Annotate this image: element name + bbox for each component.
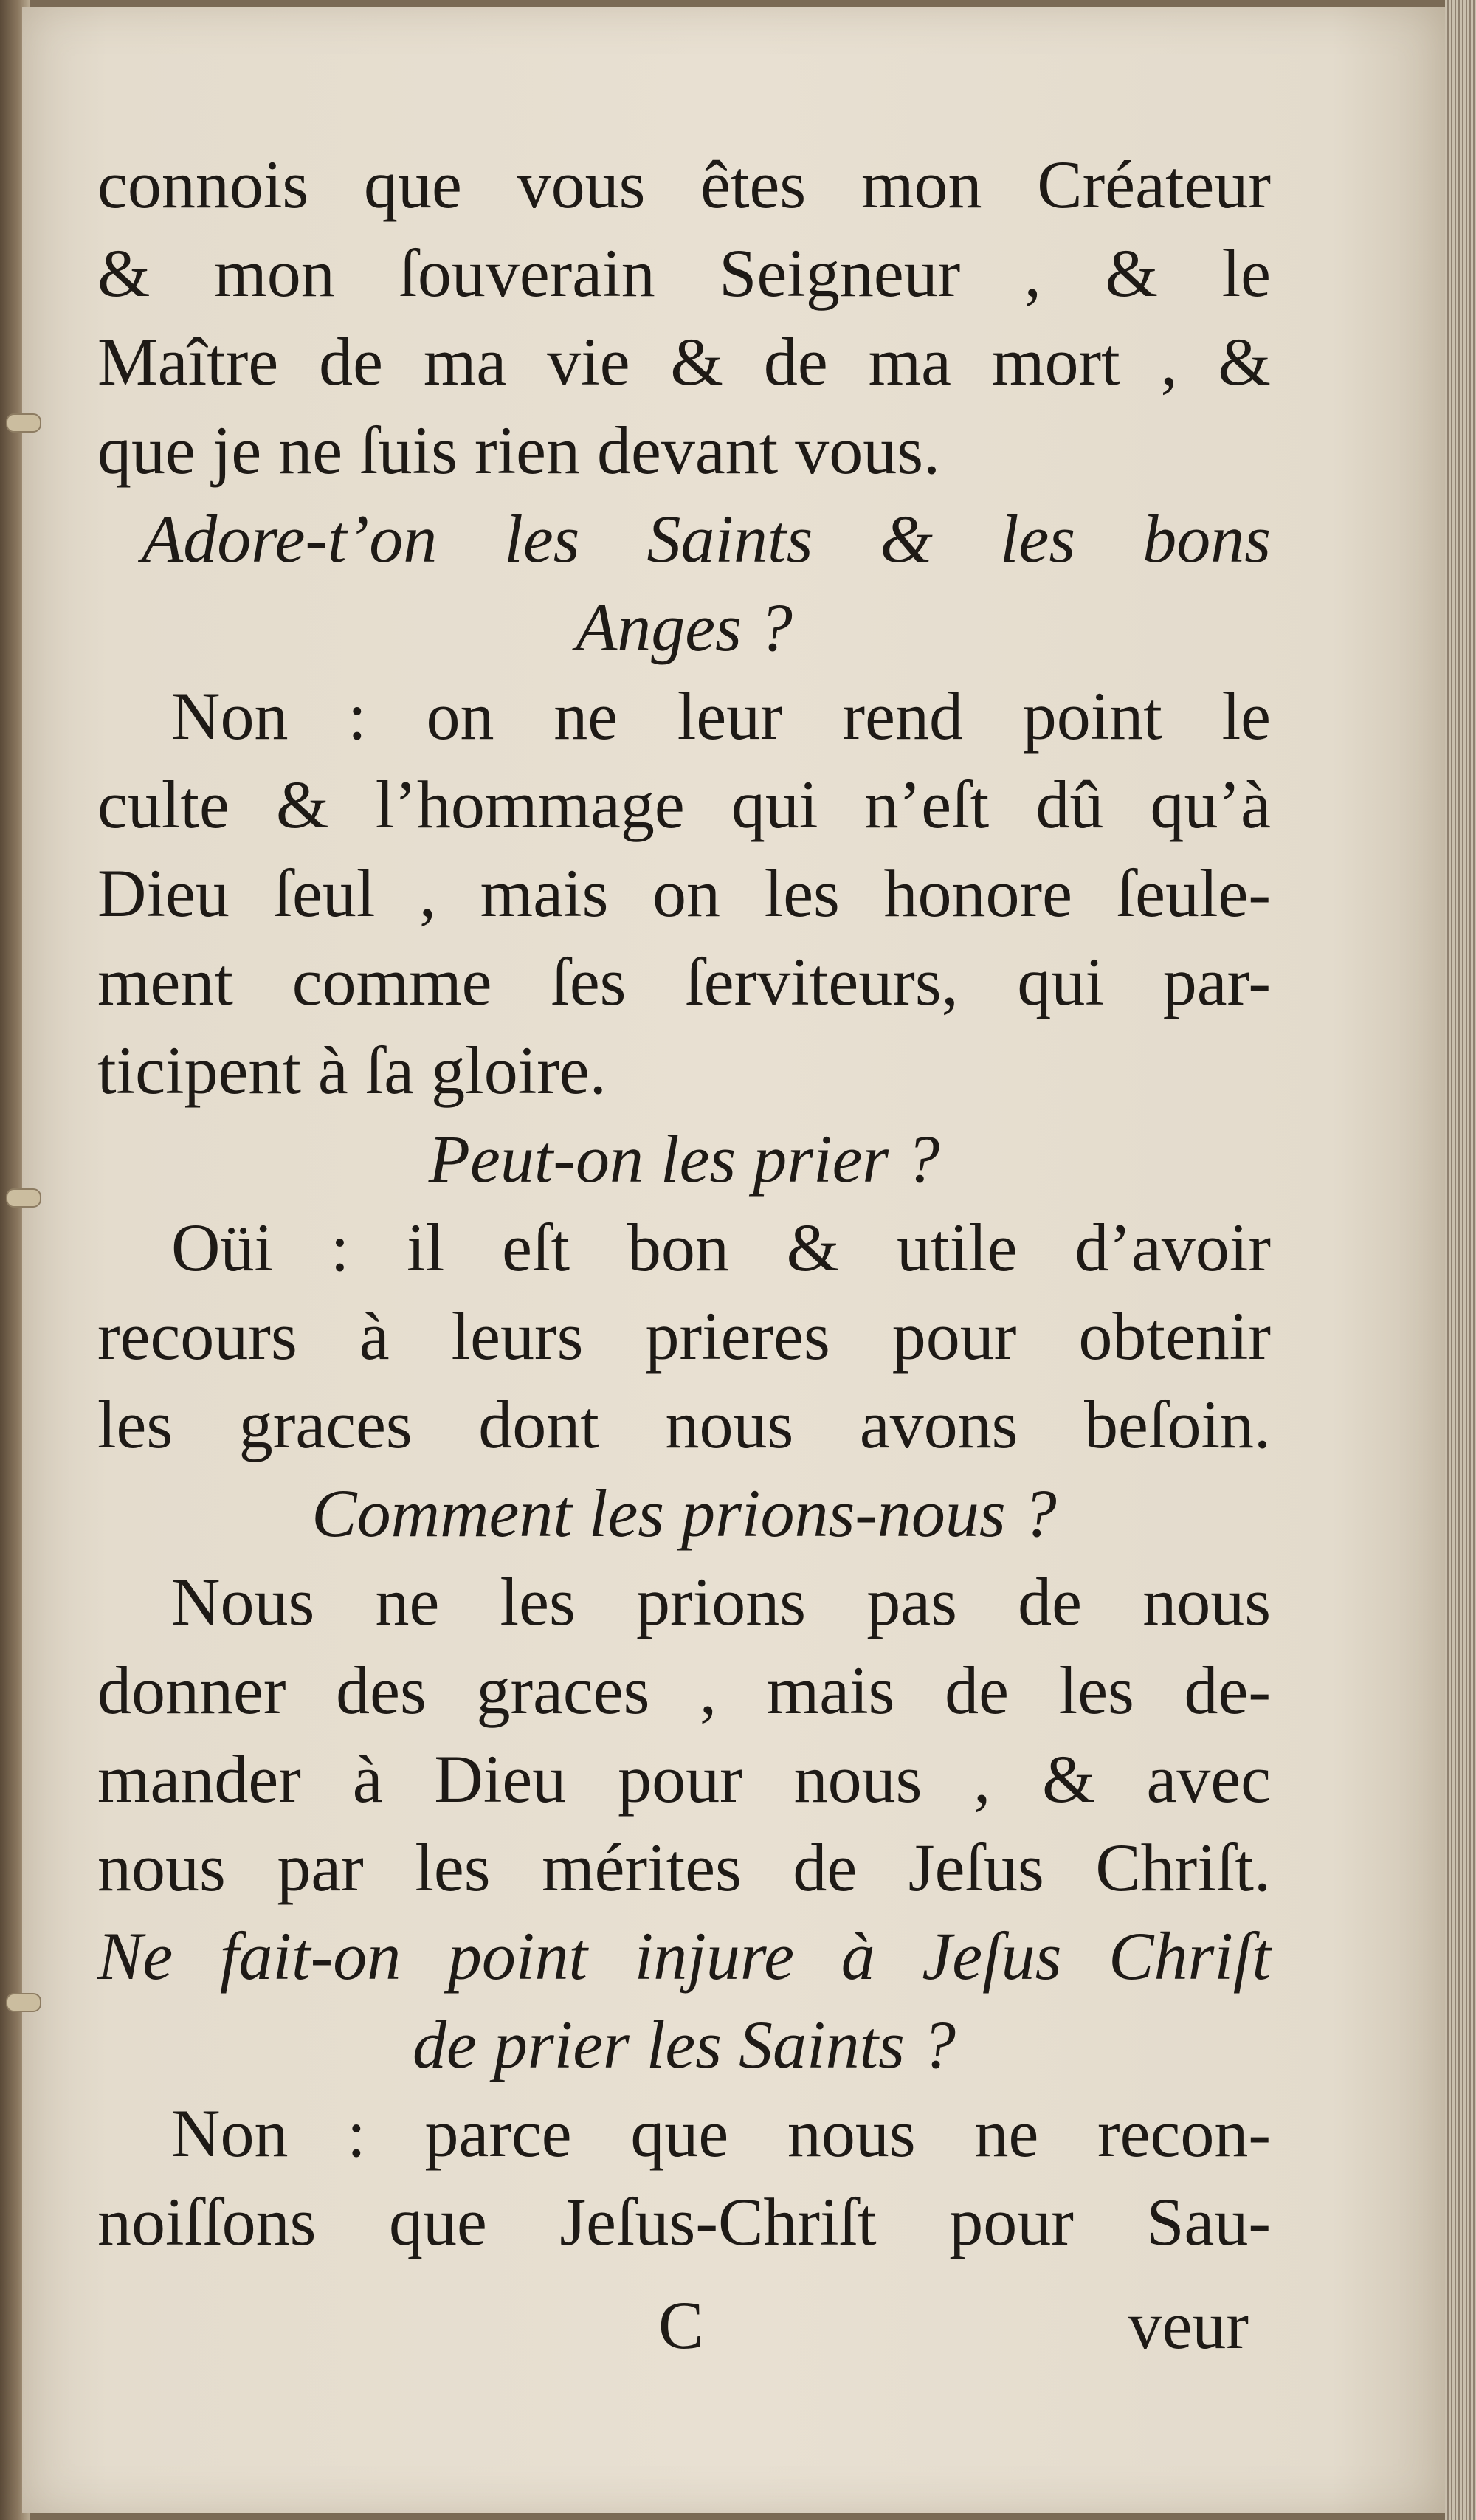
question-line: Peut-on les prier ? bbox=[428, 1121, 940, 1197]
binding-stitch bbox=[6, 1188, 41, 1208]
question-line: Anges ? bbox=[576, 590, 793, 665]
question-line: Comment les prions-nous ? bbox=[311, 1476, 1057, 1551]
text-line: donner des graces , mais de les de- bbox=[97, 1653, 1271, 1728]
text-line: Dieu ſeul , mais on les honore ſeule- bbox=[97, 856, 1271, 931]
text-line: Maître de ma vie & de ma mort , & bbox=[97, 324, 1271, 399]
question-line: Adore-t’on les Saints & les bons bbox=[142, 501, 1271, 576]
text-line: culte & l’hommage qui n’eſt dû qu’à bbox=[97, 767, 1271, 842]
text-line: noiſſons que Jeſus-Chriſt pour Sau- bbox=[97, 2184, 1271, 2259]
question-line: de prier les Saints ? bbox=[413, 2007, 956, 2082]
text-line: recours à leurs prieres pour obtenir bbox=[97, 1298, 1271, 1374]
text-line: ticipent à ſa gloire. bbox=[97, 1033, 607, 1108]
page-text bbox=[97, 140, 1271, 2266]
text-line: & mon ſouverain Seigneur , & le bbox=[97, 235, 1271, 311]
binding-stitch bbox=[6, 1993, 41, 2012]
text-line: Non : on ne leur rend point le bbox=[171, 678, 1271, 754]
question-line: Ne fait-on point injure à Jeſus Chriſt bbox=[97, 1918, 1271, 1994]
page-footer bbox=[97, 2281, 1271, 2369]
text-line: mander à Dieu pour nous , & avec bbox=[97, 1741, 1271, 1817]
text-line: Non : parce que nous ne recon- bbox=[171, 2096, 1271, 2171]
catchword: veur bbox=[1128, 2287, 1249, 2363]
signature-mark: C bbox=[658, 2287, 704, 2363]
binding-stitch bbox=[6, 413, 41, 433]
text-line: Nous ne les prions pas de nous bbox=[171, 1564, 1271, 1639]
page-edges bbox=[1445, 0, 1476, 2520]
text-line: nous par les mérites de Jeſus Chriſt. bbox=[97, 1830, 1271, 1905]
text-line: connois que vous êtes mon Créateur bbox=[97, 147, 1271, 222]
text-line: Oüi : il eſt bon & utile d’avoir bbox=[171, 1210, 1271, 1285]
text-line: que je ne ſuis rien devant vous. bbox=[97, 413, 941, 488]
text-line: ment comme ſes ſerviteurs, qui par- bbox=[97, 944, 1271, 1019]
text-line: les graces dont nous avons beſoin. bbox=[97, 1387, 1271, 1462]
